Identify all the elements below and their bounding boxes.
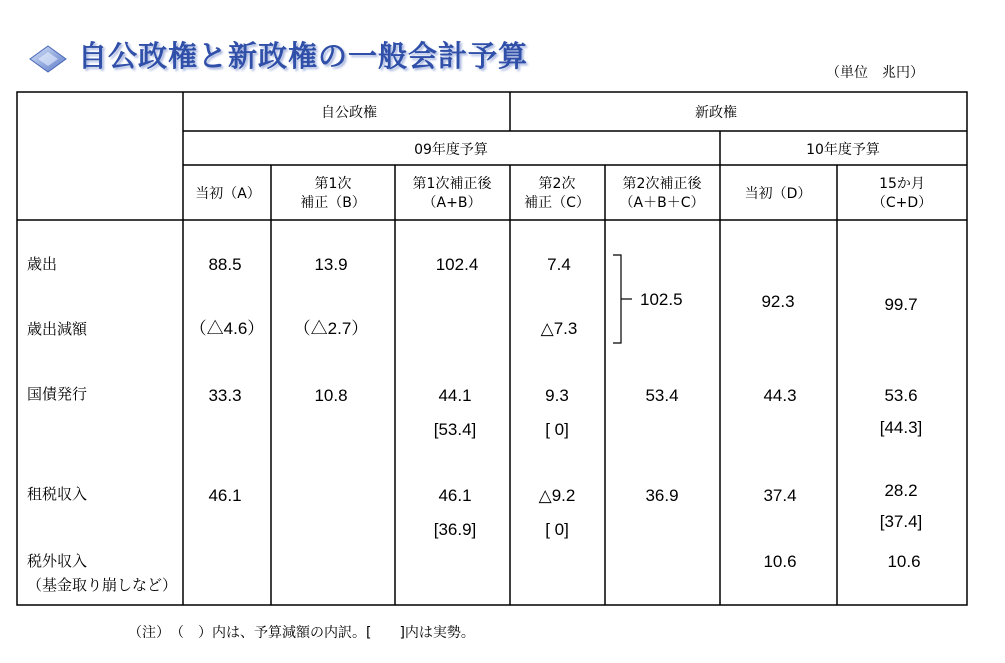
cell-kokusai-abc: 53.4 [645, 386, 679, 405]
cell-sozei-abc: 36.9 [645, 486, 679, 505]
cell-sozei-d: 37.4 [763, 486, 797, 505]
cell-kokusai-d: 44.3 [763, 386, 797, 405]
bracket-icon [613, 255, 632, 343]
cell-sozei-cd: 28.2 [884, 481, 918, 500]
cell-sozei-c-actual: [ 0] [545, 520, 569, 539]
cell-sozei-ab-actual: [36.9] [433, 520, 477, 539]
cell-kokusai-c: 9.3 [545, 386, 569, 405]
col-header-abc-line1: 第2次補正後 [622, 176, 702, 192]
cell-saishutsu-ab: 102.4 [435, 255, 479, 274]
row-label-saishutsu: 歳出 [27, 255, 58, 273]
unit-label: （単位 兆円） [826, 65, 924, 81]
cell-gengaku-a: （△4.6） [189, 319, 265, 338]
cell-kokusai-b: 10.8 [314, 386, 348, 405]
row-label-gengaku: 歳出減額 [27, 320, 88, 338]
col-header-c-line2: 補正（C） [524, 195, 590, 211]
cell-saishutsu-d: 92.3 [761, 292, 795, 311]
cell-sozei-c: △9.2 [538, 486, 576, 505]
cell-saishutsu-c: 7.4 [547, 255, 571, 274]
cell-kokusai-cd: 53.6 [884, 386, 918, 405]
cell-kokusai-ab-actual: [53.4] [433, 420, 477, 439]
row-label-zeigai-note: （基金取り崩しなど） [27, 576, 178, 594]
cell-saishutsu-a: 88.5 [208, 255, 242, 274]
cell-saishutsu-b: 13.9 [314, 255, 348, 274]
cell-saishutsu-abc: 102.5 [640, 290, 683, 309]
row-label-sozei: 租税収入 [27, 485, 88, 503]
col-header-cd-line2: （C+D） [871, 195, 933, 211]
cell-zeigai-d: 10.6 [763, 552, 797, 571]
header-shin: 新政権 [695, 105, 737, 121]
cell-zeigai-cd: 10.6 [887, 552, 921, 571]
header-fy10: 10年度予算 [806, 142, 880, 158]
cell-kokusai-c-actual: [ 0] [545, 420, 569, 439]
cell-kokusai-a: 33.3 [208, 386, 242, 405]
row-label-zeigai: 税外収入 [27, 552, 88, 570]
col-header-b-line2: 補正（B） [300, 195, 366, 211]
col-header-c-line1: 第2次 [538, 176, 576, 192]
cell-gengaku-c: △7.3 [540, 319, 578, 338]
cell-saishutsu-cd: 99.7 [884, 295, 918, 314]
cell-sozei-cd-actual: [37.4] [879, 512, 923, 531]
col-header-a: 当初（A） [195, 186, 261, 202]
cell-kokusai-ab: 44.1 [438, 386, 472, 405]
col-header-d: 当初（D） [744, 186, 812, 202]
col-header-b-line1: 第1次 [314, 176, 352, 192]
cell-sozei-a: 46.1 [208, 486, 242, 505]
cell-sozei-ab: 46.1 [438, 486, 472, 505]
cell-kokusai-cd-actual: [44.3] [879, 418, 923, 437]
col-header-ab-line1: 第1次補正後 [412, 176, 492, 192]
col-header-ab-line2: （A+B） [422, 195, 482, 211]
row-label-kokusai: 国債発行 [27, 385, 88, 403]
col-header-cd-line1: 15か月 [879, 176, 925, 192]
page-title: 自公政権と新政権の一般会計予算 [78, 39, 529, 73]
col-header-abc-line2: （A＋B＋C） [619, 195, 705, 211]
header-fy09: 09年度予算 [414, 142, 488, 158]
cell-gengaku-b: （△2.7） [293, 319, 369, 338]
header-jiko: 自公政権 [321, 105, 377, 121]
footnote: （注） （ ）内は、予算減額の内訳。[ ]内は実勢。 [128, 625, 475, 641]
